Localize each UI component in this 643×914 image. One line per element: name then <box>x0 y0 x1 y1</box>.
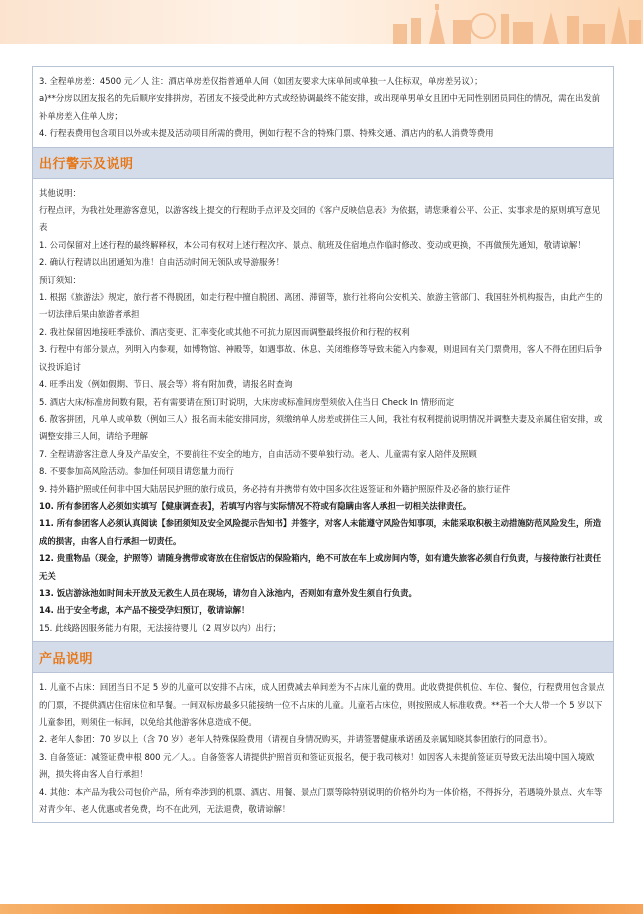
text-line: 9. 持外籍护照或任何非中国大陆居民护照的旅行成员，务必持有并携带有效中国多次往返签证和外籍护照原件及必备的旅行证件 <box>39 483 511 494</box>
product-block <box>33 673 613 822</box>
text-line: 2. 我社保留因地接旺季涨价、酒店变更、汇率变化或其他不可抗力原因而调整最终报价和行程的权利 <box>39 326 410 337</box>
text-line: 4. 旺季出发（例如假期、节日、展会等）将有附加费，请报名时查询 <box>39 379 293 390</box>
header-spacer <box>0 44 643 64</box>
text-line: 4. 其他：本产品为我公司包价产品，所有牵涉到的机票、酒店、用餐、景点门票等除特别说明的价格外均为一体价格，不得拆分，若遇境外景点、火车等对青少年、老人优惠或者免费，均不在此列，无法退费，敬请谅解！ <box>39 786 603 815</box>
text-line: 10. 所有参团客人必须如实填写【健康调查表】，若填写内容与实际情况不符或有隐瞒由客人承担一切相关法律责任。 <box>39 500 472 511</box>
text-line: 8. 不要参加高风险活动。参加任何项目请您量力而行 <box>39 466 234 477</box>
text-line: 其他说明： <box>39 187 81 198</box>
section-header-product <box>33 642 613 673</box>
text-line: 2. 确认行程请以出团通知为准！自由活动时间无领队或导游服务！ <box>39 257 285 268</box>
text-line: 13. 饭店游泳池如时间未开放及无救生人员在现场，请勿自入泳池内，否则如有意外发生须自行负责。 <box>39 587 417 598</box>
text-line: 5. 酒店大床/标准房间数有限，若有需要请在预订时说明，大床房或标准间房型须依入住当日 Check In 情形而定 <box>39 396 455 407</box>
text-line: 14. 出于安全考虑，本产品不接受孕妇预订，敬请谅解！ <box>39 605 250 616</box>
text-line: 2. 老年人参团：70 岁以上（含 70 岁）老年人特殊保险费用（请视自身情况购买，并请签署健康承诺函及亲属知晓其参团旅行的同意书）。 <box>39 734 553 745</box>
text-line: 7. 全程请游客注意人身及产品安全，不要前往不安全的地方，自由活动不要单独行动。老人、儿童需有家人陪伴及照顾 <box>39 448 477 459</box>
text-line: 1. 儿童不占床：回团当日不足 5 岁的儿童可以安排不占床，成人团费减去单间差为不占床儿童的费用。此收费提供机位、车位、餐位，行程费用包含景点的门票，不提供酒店住宿床位和早餐。一间双标房最多只能接纳一位不占床的儿童。儿童若占床位，则按照成人标准收费。**若一个大人带一个 5 岁以下儿童参团，则须住一标间，以免给其他游客休息造成不便。 <box>39 682 605 727</box>
cost-exclusions-block <box>33 67 613 148</box>
notes-block <box>33 179 613 643</box>
text-line: 1. 根据《旅游法》规定，旅行者不得脱团，如走行程中擅自脱团、离团、滞留等，旅行社将向公安机关、旅游主管部门、我国驻外机构报告，由此产生的一切法律后果由旅游者承担 <box>39 292 603 320</box>
text-line: 4. 行程表费用包含项目以外或未提及活动项目所需的费用，例如行程不含的特殊门票、特殊交通、酒店内的私人消费等费用 <box>39 128 494 139</box>
text-line: 1. 公司保留对上述行程的最终解释权，本公司有权对上述行程次序、景点、航班及住宿地点作临时修改、变动或更换，不再做预先通知，敬请谅解！ <box>39 239 586 250</box>
section-header-notes <box>33 148 613 179</box>
document-body <box>32 66 614 823</box>
header-banner <box>0 0 643 44</box>
city-skyline-icon <box>383 0 643 44</box>
text-line: a)**分房以团友报名的先后顺序安排拼房，若团友不接受此种方式或经协调最终不能安排，或出现单男单女且团中无同性别团员同住的情况，需在出发前补单房差入住单人房； <box>39 93 601 121</box>
section-title: 出行警示及说明 <box>39 157 134 173</box>
footer-stripe <box>0 904 643 914</box>
text-line: 11. 所有参团客人必须认真阅读【参团须知及安全风险提示告知书】并签字，对客人未能遵守风险告知事项，未能采取积极主动措施防范风险发生，所造成的损害，由客人自行承担一切责任。 <box>39 518 602 546</box>
text-line: 3. 全程单房差：4500 元／人 注：酒店单房差仅指普通单人间（如团友要求大床单间或单独一人住标双，单房差另议）； <box>39 76 483 86</box>
text-line: 预订须知： <box>39 274 81 285</box>
text-line: 15. 此线路因服务能力有限，无法接待婴儿（2 周岁以内）出行； <box>39 622 281 633</box>
text-line: 6. 散客拼团，凡单人或单数（例如三人）报名而未能安排同房，须缴纳单人房差或拼住三人间，我社有权利提前说明情况并调整夫妻及亲属住宿安排，或调整安排三人间，请给予理解 <box>39 413 603 442</box>
section-title: 产品说明 <box>39 651 94 667</box>
text-line: 行程点评，为我社处理游客意见，以游客线上提交的行程助手点评及交回的《客户反映信息表》为依据，请您秉着公平、公正、实事求是的原则填写意见表 <box>39 205 601 233</box>
text-line: 12. 贵重物品（现金，护照等）请随身携带或寄放在住宿饭店的保险箱内，绝不可放在车上或房间内等，如有遗失旅客必须自行负责，与接待旅行社责任无关 <box>39 553 602 581</box>
text-line: 3. 自备签证：减签证费申根 800 元／人。。自备签客人请提供护照首页和签证页报名，便于我司核对！如因客人未提前签证页导致无法出境中国入境欧洲，损失将由客人自行承担！ <box>39 751 595 780</box>
text-line: 3. 行程中有部分景点，列明入内参观，如博物馆、神殿等，如遇事故、休息、关闭维修等导致未能入内参观，则退回有关门票费用，客人不得在团归后争议投诉追讨 <box>39 344 603 372</box>
